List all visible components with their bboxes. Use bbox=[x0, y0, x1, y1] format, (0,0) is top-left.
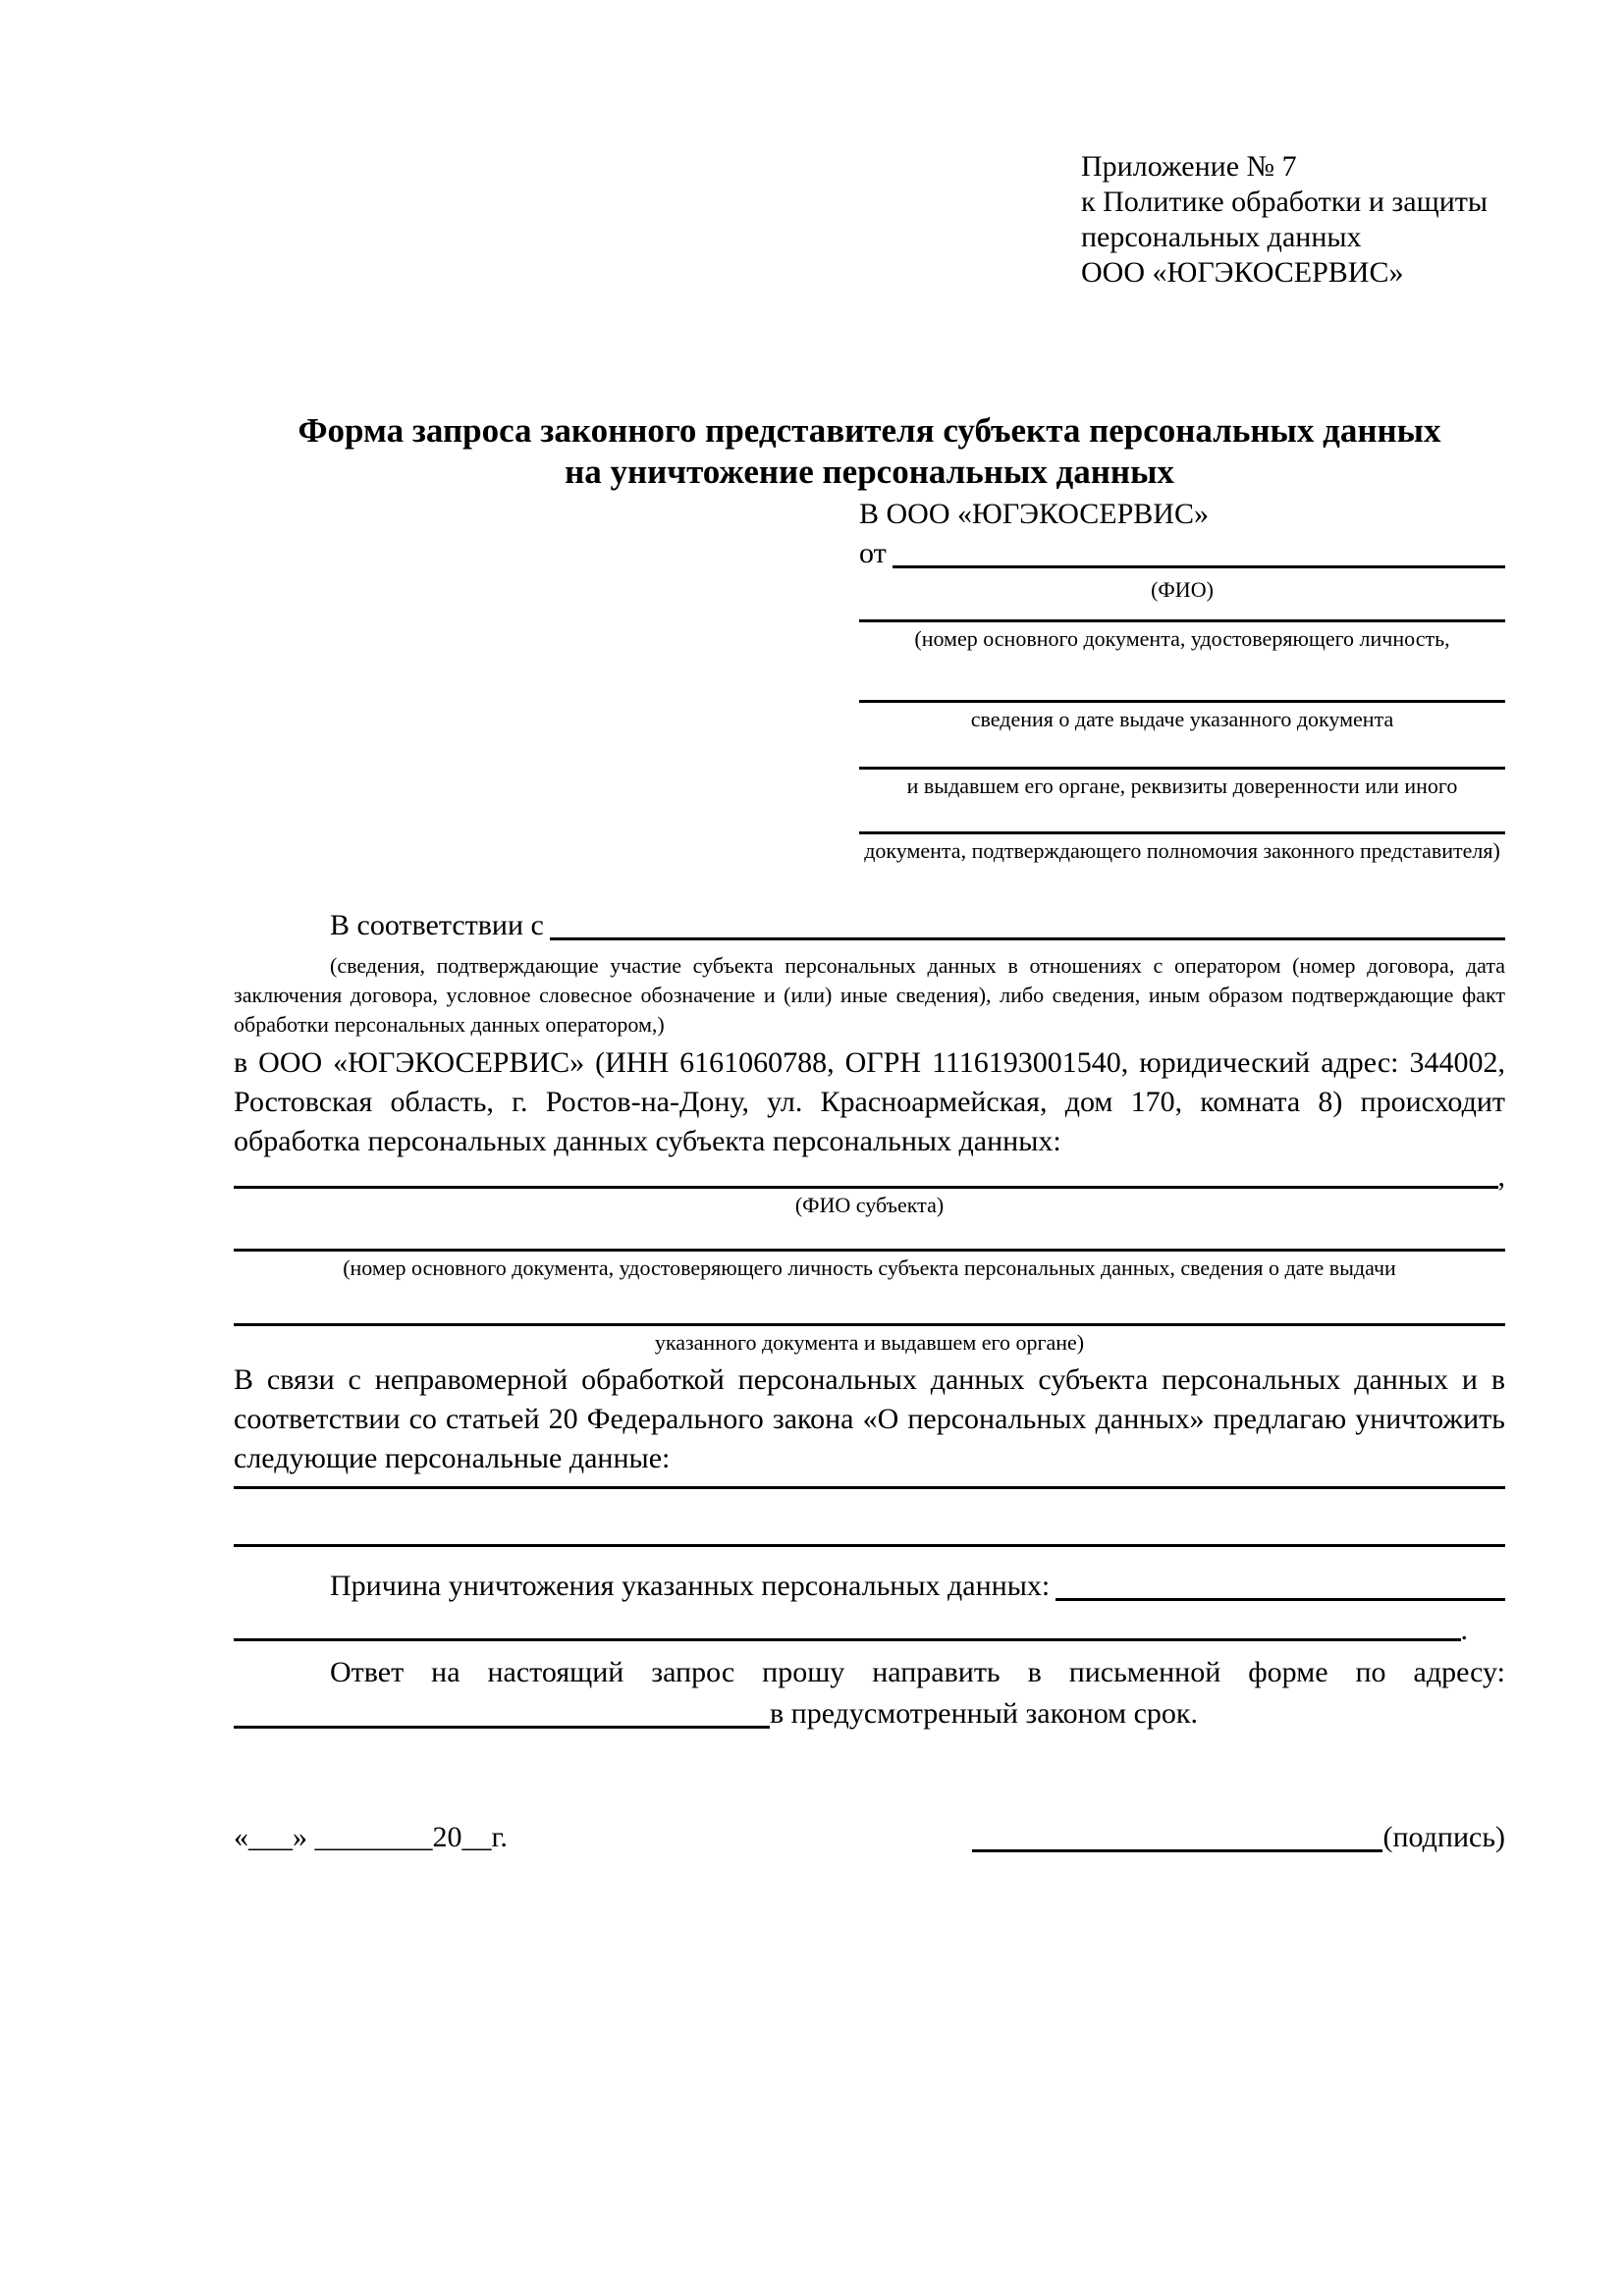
reason-row bbox=[234, 1567, 1505, 1606]
answer-tail: в предусмотренный законом срок. bbox=[770, 1697, 1198, 1730]
answer-address-blank-underline bbox=[234, 1726, 770, 1729]
fio-blank-underline bbox=[893, 565, 1505, 568]
authority-document-caption: документа, подтверждающего полномочия законного представителя) bbox=[864, 838, 1500, 863]
request-paragraph: В связи с неправомерной обработкой персональных данных субъекта персональных данных и в соответствии со статьей 20 Федерального закона «О персональных данных» предлагаю уничтожить следующие персональные данные: bbox=[234, 1363, 1505, 1474]
document-title bbox=[234, 410, 1505, 493]
data-to-destroy-blank-underline-2 bbox=[234, 1544, 1505, 1547]
addressee-block bbox=[859, 495, 1505, 865]
issuing-authority-blank-underline bbox=[859, 767, 1505, 770]
operator-paragraph: в ООО «ЮГЭКОСЕРВИС» (ИНН 6161060788, ОГРН 1116193001540, юридический адрес: 344002, Ростовская область, г. Ростов-на-Дону, ул. Красноармейская, дом 170, комната 8) происходит обработка персональных данных субъекта персональных данных: bbox=[234, 1046, 1505, 1157]
answer-sentence: Ответ на настоящий запрос прошу направить в письменной форме по адресу: bbox=[330, 1656, 1505, 1688]
accordance-row bbox=[234, 906, 1505, 945]
issue-date-blank-underline bbox=[859, 700, 1505, 703]
trailing-period: . bbox=[1460, 1614, 1468, 1646]
appendix-line: ООО «ЮГЭКОСЕРВИС» bbox=[1081, 256, 1404, 289]
subject-fio-caption: (ФИО субъекта) bbox=[794, 1193, 945, 1217]
subject-document-blank-underline bbox=[234, 1249, 1505, 1252]
trailing-comma: , bbox=[1497, 1160, 1505, 1193]
from-label: от bbox=[859, 537, 887, 569]
accordance-label: В соответствии с bbox=[330, 909, 544, 941]
reason-blank-underline-2 bbox=[234, 1638, 1461, 1641]
addressee-to: В ООО «ЮГЭКОСЕРВИС» bbox=[859, 498, 1209, 530]
document-number-blank-underline bbox=[859, 619, 1505, 622]
reason-label: Причина уничтожения указанных персональных данных: bbox=[330, 1570, 1051, 1602]
fio-caption: (ФИО) bbox=[1151, 577, 1214, 602]
accordance-caption: (сведения, подтверждающие участие субъекта персональных данных в отношениях с оператором (номер договора, дата заключения договора, условное словесное обозначение и (или) иные сведения), либо сведения, иным образом подтверждающие факт обработки персональных данных оператором,) bbox=[234, 953, 1505, 1037]
authority-document-blank-underline bbox=[859, 831, 1505, 834]
appendix-note bbox=[1081, 149, 1505, 291]
appendix-line: Приложение № 7 bbox=[1081, 150, 1297, 183]
appendix-line: к Политике обработки и защиты bbox=[1081, 186, 1489, 218]
subject-fio-blank-underline bbox=[234, 1186, 1498, 1189]
issue-date-caption: сведения о дате выдаче указанного документа bbox=[970, 707, 1394, 731]
accordance-blank-underline bbox=[550, 937, 1505, 940]
issuing-authority-caption: и выдавшем его органе, реквизиты доверенности или иного bbox=[906, 774, 1458, 798]
signature-caption: (подпись) bbox=[1382, 1821, 1505, 1853]
document-number-caption: (номер основного документа, удостоверяющего личность, bbox=[914, 626, 1450, 651]
signature-block bbox=[972, 1818, 1505, 1857]
reason-blank-underline bbox=[1056, 1598, 1505, 1601]
signature-blank-underline bbox=[972, 1849, 1382, 1852]
from-row bbox=[859, 534, 1505, 573]
subject-document-caption-2: указанного документа и выдавшем его органе) bbox=[654, 1330, 1085, 1355]
data-to-destroy-blank-underline-1 bbox=[234, 1486, 1505, 1489]
date-blank: «___» ________20__г. bbox=[234, 1821, 508, 1853]
subject-document-caption: (номер основного документа, удостоверяющего личность субъекта персональных данных, сведения о дате выдачи bbox=[343, 1255, 1396, 1280]
title-line-2: на уничтожение персональных данных bbox=[565, 453, 1174, 491]
subject-document-blank-underline-2 bbox=[234, 1323, 1505, 1326]
appendix-line: персональных данных bbox=[1081, 221, 1362, 253]
title-line-1: Форма запроса законного представителя субъекта персональных данных bbox=[298, 411, 1441, 450]
reason-continuation-row bbox=[234, 1614, 1505, 1646]
subject-fio-row bbox=[234, 1160, 1505, 1193]
signature-row bbox=[234, 1818, 1505, 1857]
answer-address-row bbox=[234, 1694, 1505, 1734]
